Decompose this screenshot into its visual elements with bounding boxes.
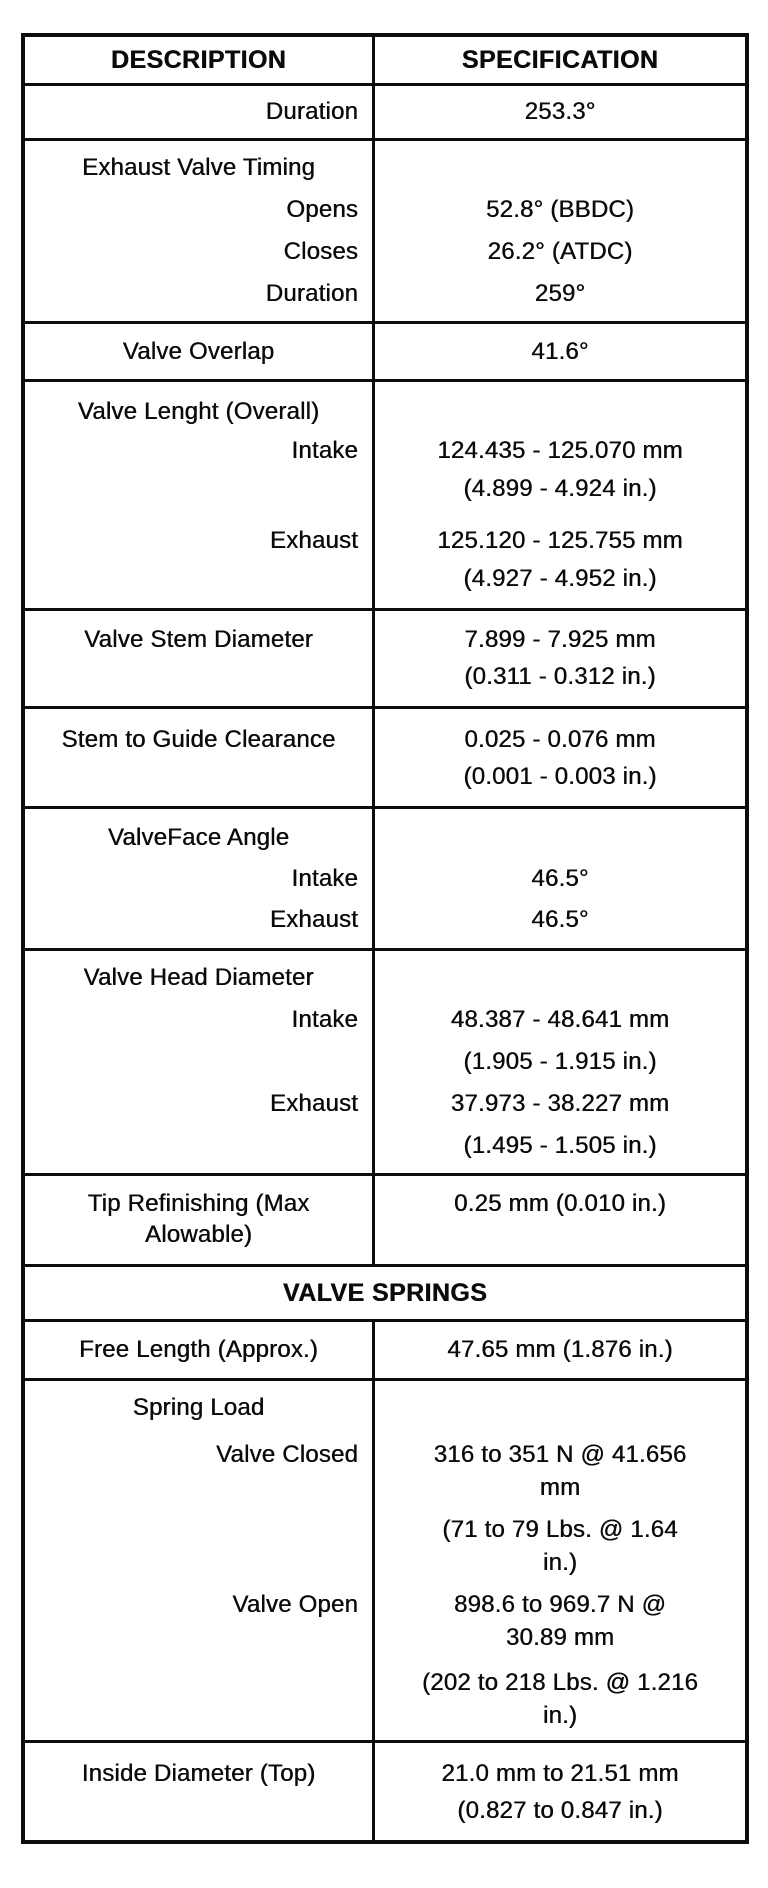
- intake-in-value: (4.899 - 4.924 in.): [463, 475, 657, 502]
- valve-open-n-value: 898.6 to 969.7 N @: [453, 1590, 667, 1618]
- valve-closed-n-value: mm: [539, 1473, 581, 1501]
- exhaust-mm-value: 125.120 - 125.755 mm: [437, 527, 683, 554]
- section-title: Exhaust Valve Timing: [82, 154, 315, 181]
- intake-mm-value: 124.435 - 125.070 mm: [437, 437, 683, 464]
- duration-value: 259°: [534, 280, 586, 307]
- valve-springs-section-header: [25, 1267, 745, 1319]
- intake-label: Intake: [291, 864, 358, 892]
- specification-column-header: SPECIFICATION: [461, 45, 659, 74]
- table-header-row: [25, 37, 745, 83]
- exhaust-label: Exhaust: [269, 527, 358, 554]
- stem-in-value: (0.311 - 0.312 in.): [464, 662, 656, 690]
- stem-to-guide-clearance-label: Stem to Guide Clearance: [61, 725, 336, 753]
- tip-refinishing-value: 0.25 mm (0.010 in.): [454, 1190, 666, 1217]
- valve-overlap-value: 41.6°: [531, 337, 589, 365]
- stem-mm-value: 7.899 - 7.925 mm: [464, 625, 656, 653]
- valve-stem-diameter-label: Valve Stem Diameter: [84, 625, 313, 653]
- inside-diameter-label: Inside Diameter (Top): [81, 1759, 316, 1787]
- intake-label: Intake: [291, 1006, 358, 1033]
- free-length-value: 47.65 mm (1.876 in.): [447, 1336, 673, 1363]
- row-valve-head-diameter: [25, 951, 745, 1173]
- closes-value: 26.2° (ATDC): [487, 238, 633, 265]
- valve-open-lbs-value: in.): [542, 1701, 578, 1729]
- valve-closed-label: Valve Closed: [215, 1440, 358, 1468]
- duration-label: Duration: [265, 98, 358, 125]
- row-inside-diameter: [25, 1743, 745, 1840]
- section-title: Valve Lenght (Overall): [77, 398, 320, 425]
- valve-closed-lbs-value: in.): [542, 1548, 578, 1576]
- free-length-label: Free Length (Approx.): [79, 1336, 318, 1363]
- opens-label: Opens: [286, 196, 358, 223]
- row-free-length: [25, 1322, 745, 1378]
- valve-open-label: Valve Open: [232, 1590, 358, 1618]
- valve-open-lbs-value: (202 to 218 Lbs. @ 1.216: [421, 1668, 699, 1696]
- intake-label: Intake: [291, 437, 358, 464]
- valve-specification-table: [21, 33, 749, 1844]
- row-stem-to-guide-clearance: [25, 709, 745, 806]
- section-title: Valve Head Diameter: [83, 964, 314, 991]
- inside-diameter-mm-value: 21.0 mm to 21.51 mm: [441, 1759, 679, 1787]
- clearance-in-value: (0.001 - 0.003 in.): [463, 762, 657, 790]
- inside-diameter-in-value: (0.827 to 0.847 in.): [457, 1796, 663, 1824]
- row-exhaust-valve-timing: [25, 141, 745, 321]
- duration-label: Duration: [265, 280, 358, 307]
- section-title: Spring Load: [132, 1393, 265, 1421]
- clearance-mm-value: 0.025 - 0.076 mm: [464, 725, 656, 753]
- tip-refinishing-label: Tip Refinishing (Max Alowable): [87, 1190, 310, 1248]
- valve-overlap-label: Valve Overlap: [122, 337, 275, 365]
- intake-in-value: (1.905 - 1.915 in.): [463, 1048, 657, 1075]
- row-spring-load: [25, 1381, 745, 1740]
- exhaust-angle-value: 46.5°: [531, 905, 589, 933]
- row-valve-length: [25, 382, 745, 608]
- valve-springs-title: VALVE SPRINGS: [282, 1278, 488, 1307]
- exhaust-mm-value: 37.973 - 38.227 mm: [450, 1090, 670, 1117]
- exhaust-label: Exhaust: [269, 1090, 358, 1117]
- exhaust-in-value: (4.927 - 4.952 in.): [463, 565, 657, 592]
- section-title: ValveFace Angle: [107, 823, 290, 851]
- intake-angle-value: 46.5°: [531, 864, 589, 892]
- intake-mm-value: 48.387 - 48.641 mm: [450, 1006, 670, 1033]
- valve-closed-lbs-value: (71 to 79 Lbs. @ 1.64: [442, 1515, 678, 1543]
- row-valve-face-angle: [25, 809, 745, 948]
- row-valve-overlap: [25, 324, 745, 379]
- row-tip-refinishing: [25, 1176, 745, 1264]
- valve-closed-n-value: 316 to 351 N @ 41.656: [433, 1440, 687, 1468]
- opens-value: 52.8° (BBDC): [485, 196, 635, 223]
- duration-value: 253.3°: [524, 98, 596, 125]
- description-column-header: DESCRIPTION: [110, 45, 287, 74]
- exhaust-label: Exhaust: [269, 905, 358, 933]
- closes-label: Closes: [283, 238, 358, 265]
- exhaust-in-value: (1.495 - 1.505 in.): [463, 1132, 657, 1159]
- row-intake-duration: [25, 86, 745, 138]
- valve-open-n-value: 30.89 mm: [505, 1623, 615, 1651]
- row-valve-stem-diameter: [25, 611, 745, 706]
